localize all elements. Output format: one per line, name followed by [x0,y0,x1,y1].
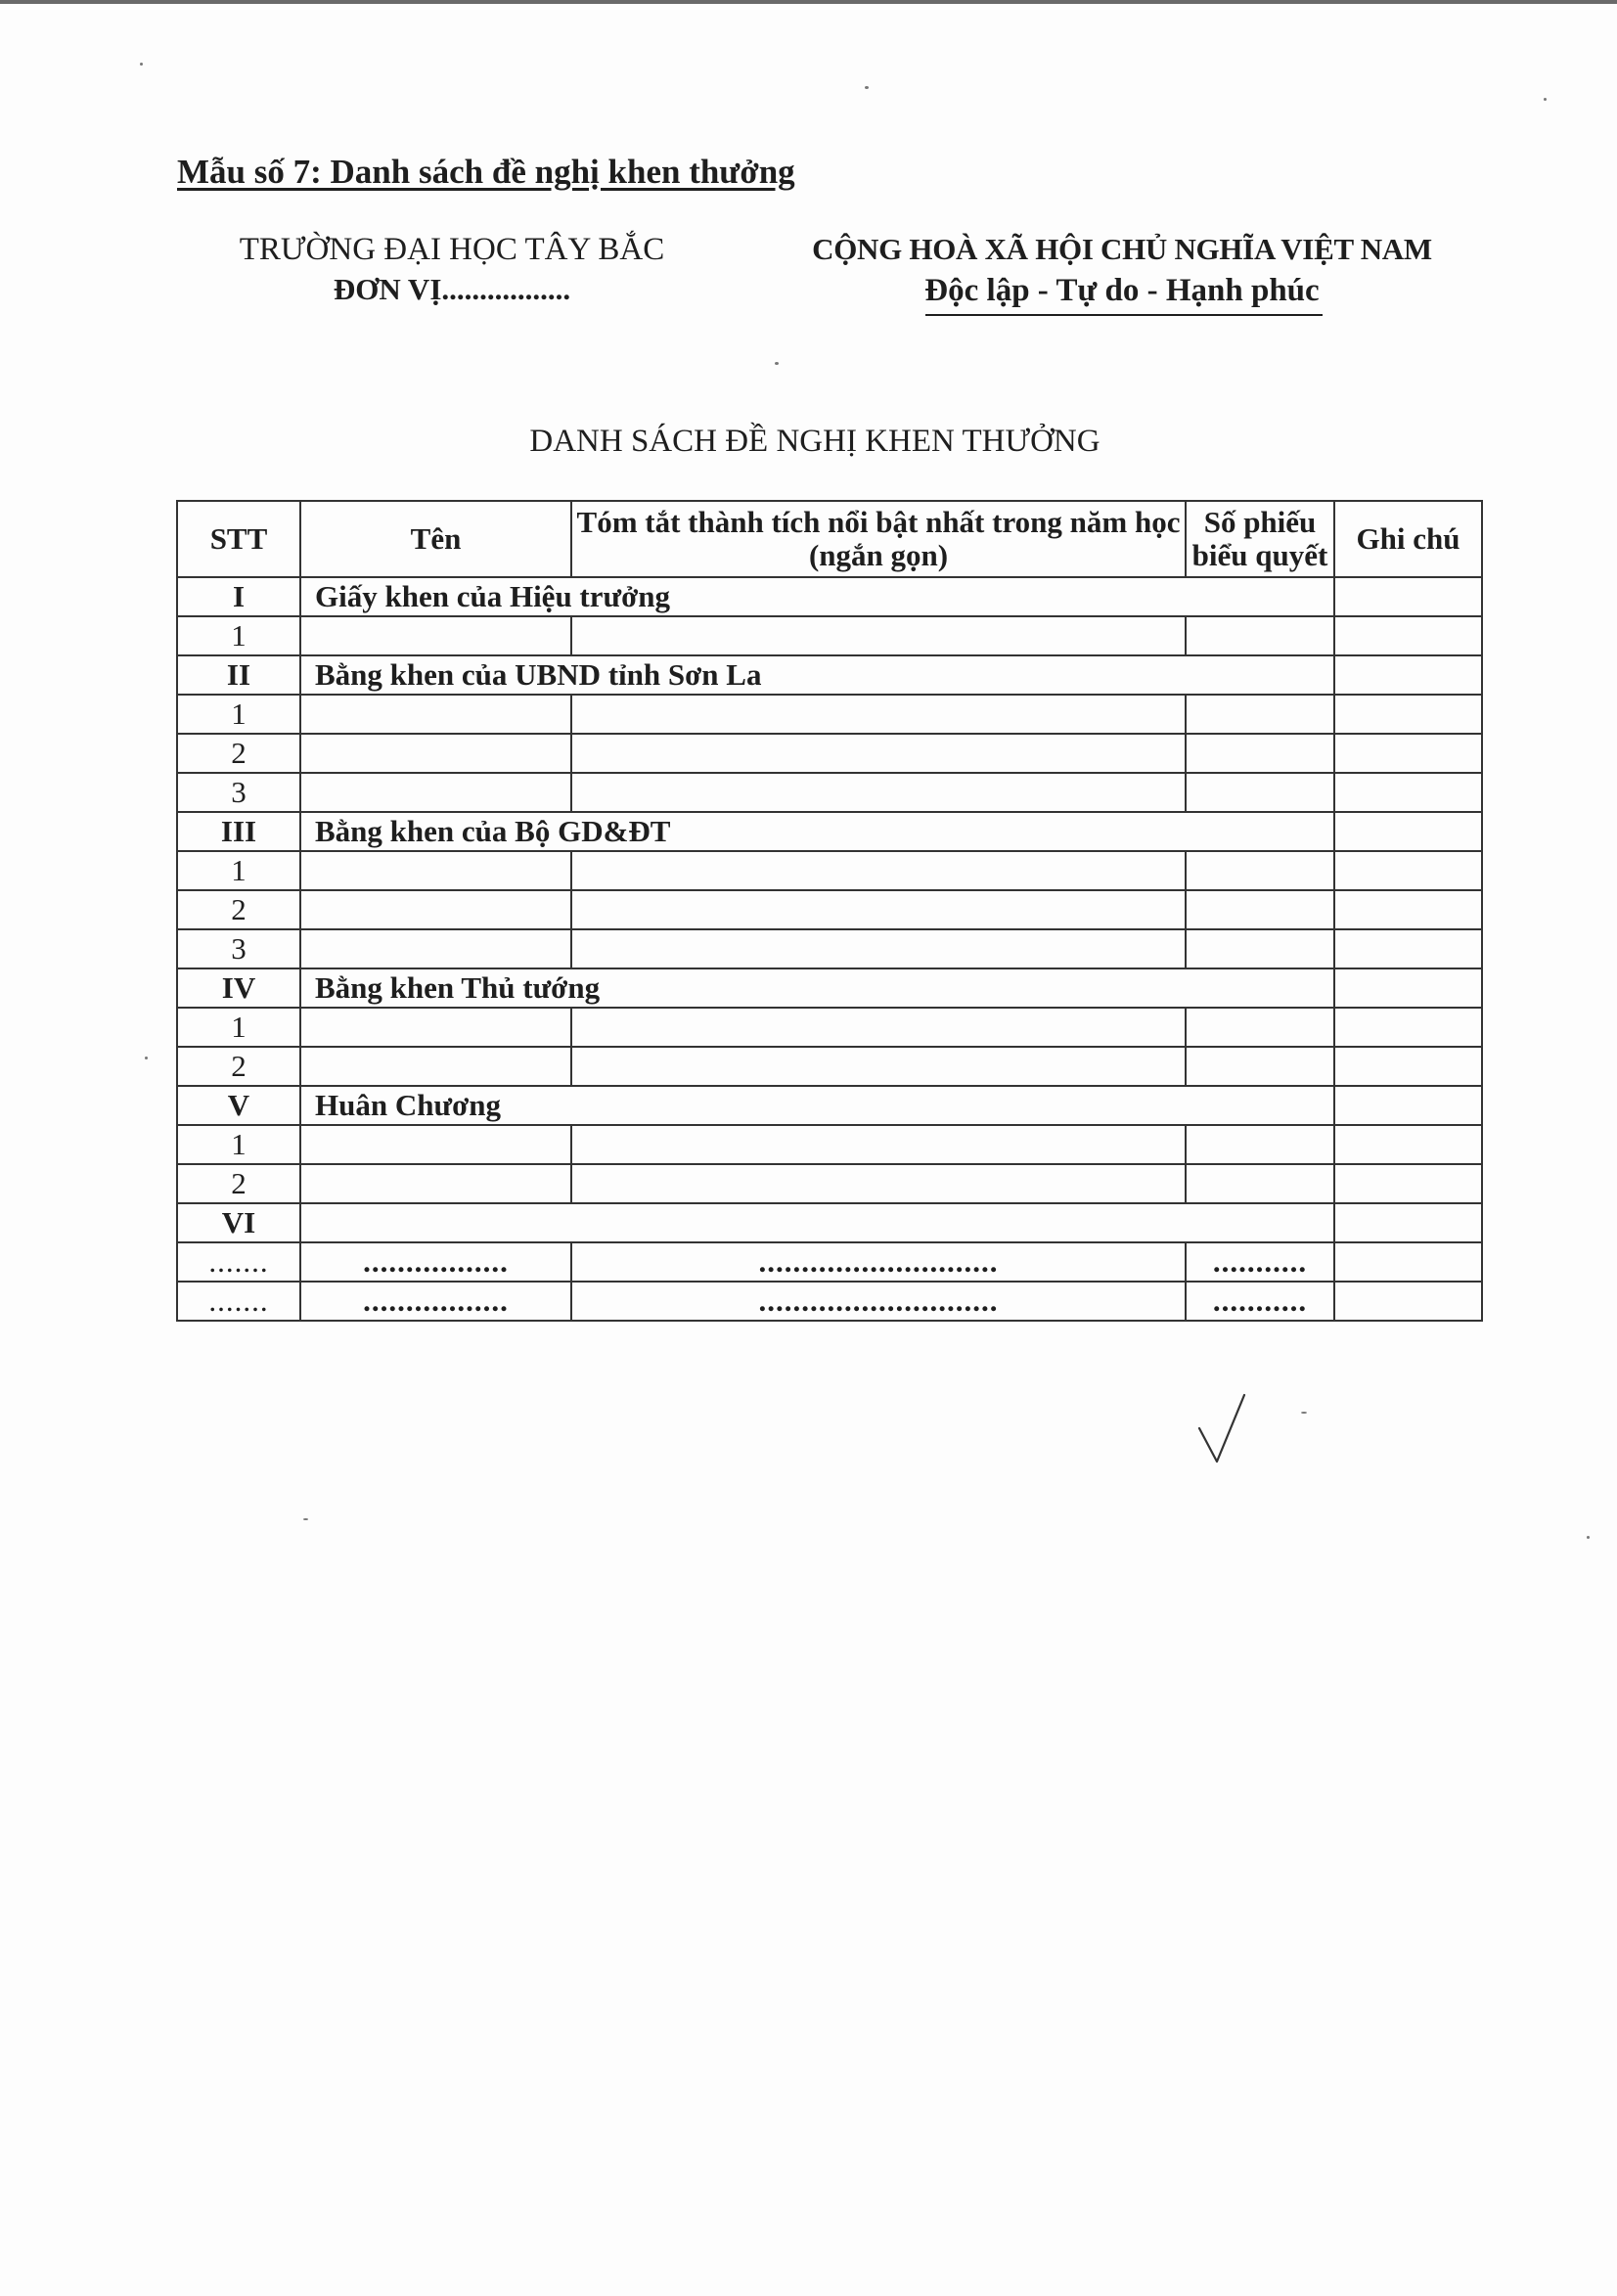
votes-header-line1: Số phiếu [1203,505,1317,539]
award-category-label: Bằng khen của Bộ GD&ĐT [300,812,1334,851]
votes-placeholder: ........... [1186,1282,1334,1321]
name-cell [300,773,571,812]
group-number: III [177,812,300,851]
summary-placeholder: ............................ [571,1242,1186,1282]
name-cell [300,851,571,890]
column-header-votes [1186,501,1334,577]
votes-placeholder: ........... [1186,1242,1334,1282]
row-number: 1 [177,851,300,890]
table-row [177,695,1482,734]
scan-speck [145,1057,148,1059]
notes-cell [1334,773,1482,812]
award-category-label: Bằng khen Thủ tướng [300,968,1334,1008]
votes-header-line2: biểu quyết [1191,538,1328,572]
notes-cell [1334,1203,1482,1242]
table-body [177,577,1482,1321]
notes-cell [1334,695,1482,734]
name-cell [300,1125,571,1164]
summary-header-line2: (ngắn gọn) [808,538,949,572]
table-row [177,1125,1482,1164]
notes-cell [1334,1282,1482,1321]
row-number: 1 [177,1008,300,1047]
placeholder-row [177,1242,1482,1282]
column-header-stt: STT [177,501,300,577]
row-number-placeholder: ....... [177,1282,300,1321]
name-cell [300,695,571,734]
row-number: 3 [177,773,300,812]
table-row [177,1164,1482,1203]
votes-cell [1186,929,1334,968]
column-header-name: Tên [300,501,571,577]
row-number: 1 [177,1125,300,1164]
award-category-label: Bằng khen của UBND tỉnh Sơn La [300,655,1334,695]
notes-cell [1334,1125,1482,1164]
name-cell [300,890,571,929]
scan-speck [865,86,869,89]
award-table [176,500,1483,1322]
name-cell [300,734,571,773]
name-cell [300,1008,571,1047]
award-group-row [177,655,1482,695]
table-row [177,773,1482,812]
summary-cell [571,616,1186,655]
award-group-row [177,1203,1482,1242]
summary-cell [571,1164,1186,1203]
award-group-row [177,968,1482,1008]
votes-cell [1186,1125,1334,1164]
notes-cell [1334,968,1482,1008]
votes-cell [1186,734,1334,773]
row-number-placeholder: ....... [177,1242,300,1282]
motto-underline [925,314,1323,316]
name-placeholder: ................. [300,1242,571,1282]
notes-cell [1334,812,1482,851]
summary-cell [571,1047,1186,1086]
unit-name: ĐƠN VỊ................. [333,272,571,306]
summary-cell [571,1125,1186,1164]
row-number: 1 [177,695,300,734]
summary-header-line1: Tóm tắt thành tích nổi bật nhất trong năm học [576,505,1181,539]
group-number: V [177,1086,300,1125]
group-number: IV [177,968,300,1008]
table-row [177,1008,1482,1047]
name-cell [300,1164,571,1203]
column-header-notes: Ghi chú [1334,501,1482,577]
notes-cell [1334,1242,1482,1282]
row-number: 2 [177,1164,300,1203]
row-number: 1 [177,616,300,655]
votes-cell [1186,773,1334,812]
votes-cell [1186,851,1334,890]
scan-speck [1544,98,1547,101]
table-header-row [177,501,1482,577]
notes-cell [1334,655,1482,695]
scan-speck [1301,1412,1307,1414]
notes-cell [1334,1008,1482,1047]
group-number: II [177,655,300,695]
notes-cell [1334,851,1482,890]
table-row [177,851,1482,890]
school-name: TRƯỜNG ĐẠI HỌC TÂY BẮC [239,232,665,267]
summary-cell [571,734,1186,773]
award-group-row [177,812,1482,851]
notes-cell [1334,577,1482,616]
scan-speck [303,1518,308,1520]
summary-placeholder: ............................ [571,1282,1186,1321]
award-group-row [177,1086,1482,1125]
notes-cell [1334,890,1482,929]
name-cell [300,1047,571,1086]
placeholder-row [177,1282,1482,1321]
votes-cell [1186,1008,1334,1047]
summary-cell [571,695,1186,734]
form-heading: Mẫu số 7: Danh sách đề nghị khen thưởng [177,153,795,191]
name-cell [300,616,571,655]
document-title: DANH SÁCH ĐỀ NGHỊ KHEN THƯỞNG [529,424,1100,459]
notes-cell [1334,929,1482,968]
award-category-label: Giấy khen của Hiệu trưởng [300,577,1334,616]
row-number: 2 [177,1047,300,1086]
republic-name: CỘNG HOÀ XÃ HỘI CHỦ NGHĨA VIỆT NAM [812,232,1432,266]
group-number: I [177,577,300,616]
award-category-label [300,1203,1334,1242]
name-placeholder: ................. [300,1282,571,1321]
notes-cell [1334,734,1482,773]
scan-speck [775,362,779,365]
table-row [177,734,1482,773]
votes-cell [1186,1047,1334,1086]
scan-speck [1587,1536,1590,1539]
table-row [177,890,1482,929]
notes-cell [1334,1047,1482,1086]
award-category-label: Huân Chương [300,1086,1334,1125]
row-number: 2 [177,734,300,773]
table-row [177,1047,1482,1086]
summary-cell [571,773,1186,812]
votes-cell [1186,616,1334,655]
votes-cell [1186,890,1334,929]
votes-cell [1186,695,1334,734]
page-top-edge [0,0,1617,4]
summary-cell [571,929,1186,968]
table-row [177,616,1482,655]
notes-cell [1334,1086,1482,1125]
votes-cell [1186,1164,1334,1203]
column-header-summary [571,501,1186,577]
national-motto: Độc lập - Tự do - Hạnh phúc [924,273,1320,308]
name-cell [300,929,571,968]
national-header [804,230,1440,312]
checkmark-icon [1195,1389,1254,1467]
notes-cell [1334,616,1482,655]
table-row [177,929,1482,968]
award-group-row [177,577,1482,616]
notes-cell [1334,1164,1482,1203]
summary-cell [571,1008,1186,1047]
summary-cell [571,890,1186,929]
issuer-block [207,230,696,310]
row-number: 3 [177,929,300,968]
row-number: 2 [177,890,300,929]
summary-cell [571,851,1186,890]
group-number: VI [177,1203,300,1242]
scan-speck [140,63,143,66]
